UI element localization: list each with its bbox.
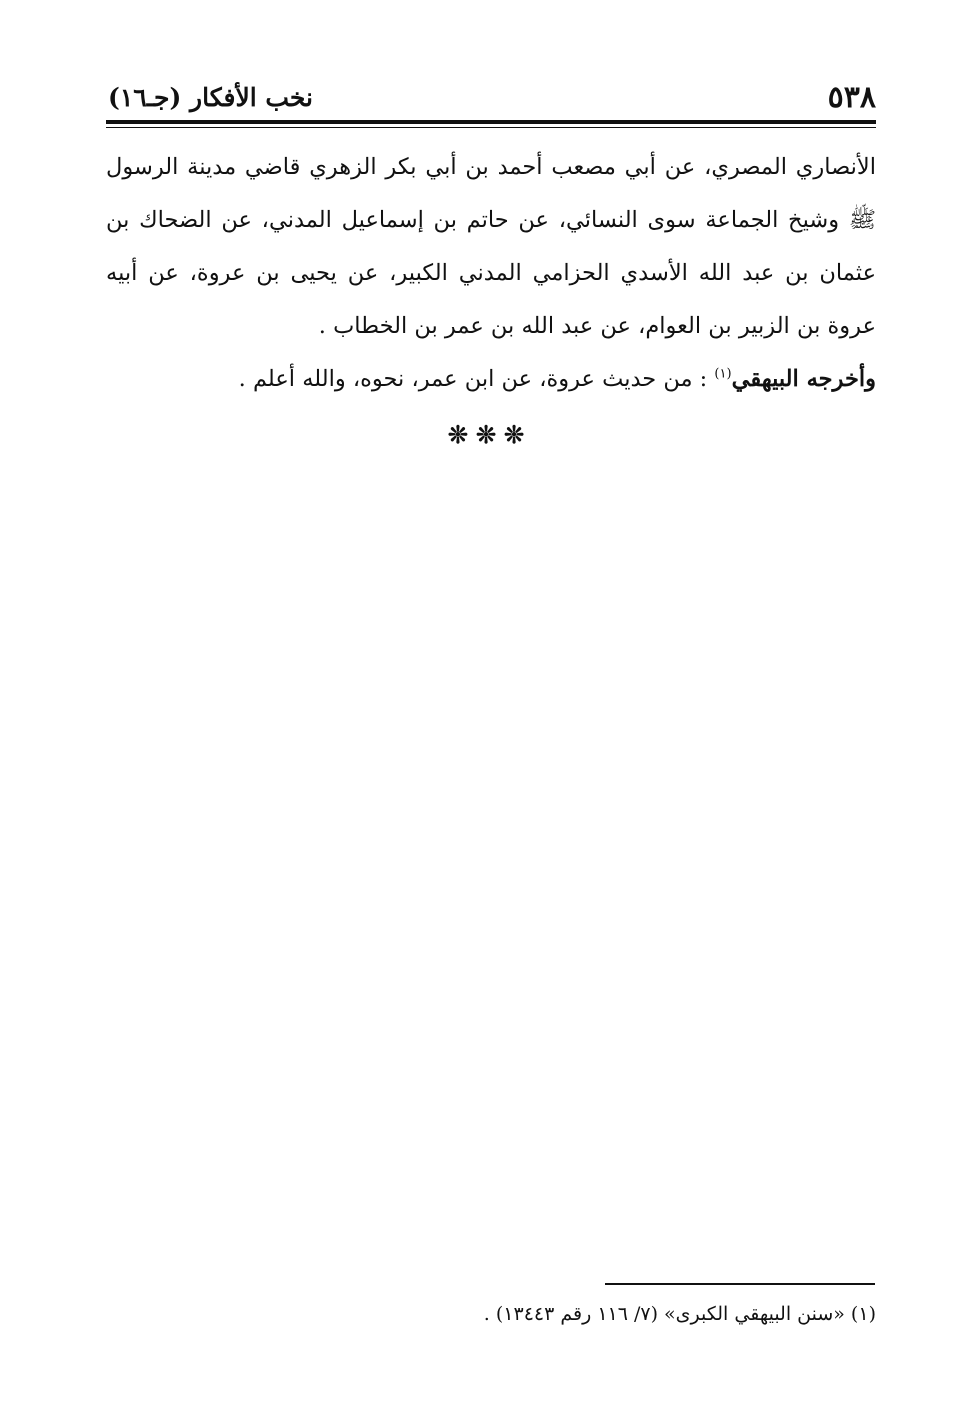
- page-number: ٥٣٨: [827, 80, 876, 115]
- section-separator: ❊❊❊: [447, 420, 533, 449]
- footnote-rule: [605, 1283, 875, 1285]
- paragraph-2-rest: : من حديث عروة، عن ابن عمر، نحوه، والله أعلم .: [238, 366, 708, 392]
- footnote-reference: (١): [714, 366, 732, 382]
- footnote: (١) «سنن البيهقي الكبرى» (٧/ ١١٦ رقم ١٣٤٤٣) .: [483, 1303, 876, 1325]
- header-rule-thick: [106, 120, 876, 124]
- main-text: [106, 141, 876, 406]
- page-header: [108, 78, 876, 118]
- running-title: نخب الأفكار (جـ١٦): [108, 83, 314, 112]
- paragraph-2-lead: وأخرجه البيهقي: [731, 366, 876, 392]
- paragraph-2: [106, 353, 876, 406]
- paragraph-1: الأنصاري المصري، عن أبي مصعب أحمد بن أبي بكر الزهري قاضي مدينة الرسول ﷺ وشيخ الجماعة سوى النسائي، عن حاتم بن إسماعيل المدني، عن الضحاك بن عثمان بن عبد الله الأسدي الحزامي المدني الكبير، عن يحيى بن عروة، عن أبيه عروة بن الزبير بن العوام، عن عبد الله بن عمر بن الخطاب .: [106, 154, 876, 339]
- header-rule-thin: [106, 127, 876, 128]
